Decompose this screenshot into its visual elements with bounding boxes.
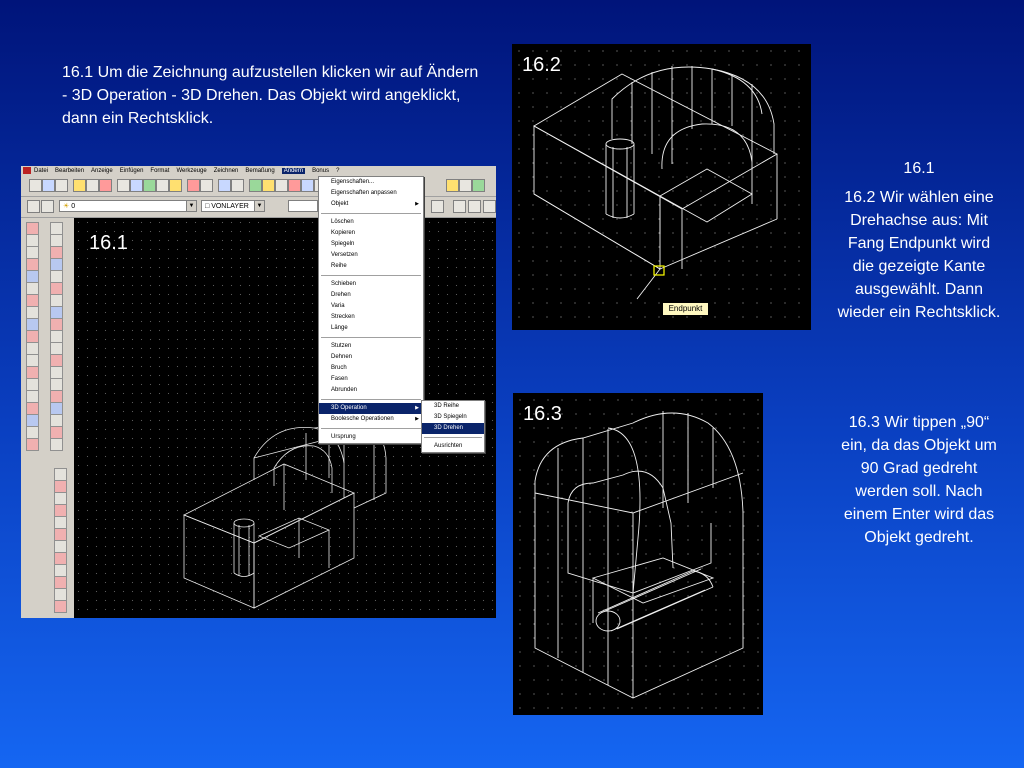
submenu-arrow-icon: ▶ — [415, 201, 419, 207]
menu-item-label: Stutzen — [331, 343, 352, 349]
toolbar-tool-icon[interactable] — [468, 200, 481, 213]
menu-item-label: Dehnen — [331, 354, 353, 360]
intro-text: 16.1 Um die Zeichnung aufzustellen klicken wir auf Ändern - 3D Operation - 3D Drehen. Das Objekt wird angeklickt, dann ein Rechtsklick. — [62, 64, 479, 127]
menu-item-label: Kopieren — [331, 230, 356, 236]
menu-item-dehnen[interactable] — [319, 352, 423, 363]
toolbar-tool-icon[interactable] — [143, 179, 156, 192]
chevron-down-icon: ▼ — [254, 201, 264, 211]
toolbar-tool-icon[interactable] — [249, 179, 262, 192]
toolbar-tool-icon[interactable] — [29, 179, 42, 192]
menu-item-eigenschaften-[interactable] — [319, 177, 423, 188]
toolbar-tool-icon[interactable] — [169, 179, 182, 192]
menu-item-ausrichten[interactable] — [422, 441, 484, 452]
submenu-arrow-icon: ▶ — [415, 405, 419, 411]
toolbar-tool-icon[interactable] — [41, 200, 54, 213]
menu-format[interactable]: Format — [150, 168, 170, 174]
menu-separator — [321, 213, 421, 214]
menu-item-3d-drehen[interactable] — [422, 423, 484, 434]
endpoint-tooltip: Endpunkt — [662, 302, 709, 316]
draw-modify-toolbars — [21, 218, 73, 618]
menu-item-fasen[interactable] — [319, 374, 423, 385]
submenu-arrow-icon: ▶ — [415, 416, 419, 422]
toolbar-tool-icon[interactable] — [130, 179, 143, 192]
menu-item-spiegeln[interactable] — [319, 239, 423, 250]
menu-item-kopieren[interactable] — [319, 228, 423, 239]
menu--ndern[interactable]: Ändern — [283, 168, 304, 174]
menu-item-eigenschaften-anpassen[interactable] — [319, 188, 423, 199]
toolbar-tool-icon[interactable] — [42, 179, 55, 192]
menu-item-reihe[interactable] — [319, 261, 423, 272]
menu-item-label: Versetzen — [331, 252, 358, 258]
menu-item-objekt[interactable] — [319, 199, 423, 210]
menu-item-label: Boolesche Operationen — [331, 416, 394, 422]
screenshot-16-2 — [512, 44, 811, 330]
menu-item-label: Eigenschaften anpassen — [331, 190, 397, 196]
toolbar-tool-icon[interactable] — [156, 179, 169, 192]
figure-label: 16.1 — [89, 232, 128, 254]
toolbar-tool-icon[interactable] — [117, 179, 130, 192]
toolbar-tool-icon[interactable] — [472, 179, 485, 192]
menu-item-boolesche-operationen[interactable] — [319, 414, 423, 425]
menu-item-label: Ausrichten — [434, 443, 463, 449]
toolbar-tool-icon[interactable] — [73, 179, 86, 192]
wireframe-rotated-object — [513, 393, 763, 715]
toolbar-tool-icon[interactable] — [275, 179, 288, 192]
menu-item-label: Ursprung — [331, 434, 356, 440]
menu-separator — [321, 275, 421, 276]
autocad-window — [21, 166, 496, 618]
menu-separator — [321, 337, 421, 338]
toolbar-tool-icon[interactable] — [288, 179, 301, 192]
menu-separator — [424, 437, 482, 438]
menu-bonus[interactable]: Bonus — [312, 168, 330, 174]
menu-item-label: Drehen — [331, 292, 351, 298]
figure-label: 16.2 — [522, 54, 561, 76]
autocad-app-icon — [23, 167, 31, 174]
toolbar-tool-icon[interactable] — [301, 179, 314, 192]
toolbar-tool-icon[interactable] — [453, 200, 466, 213]
menu-item-label: Varia — [331, 303, 345, 309]
menu-separator — [321, 428, 421, 429]
step-16-3-text: 16.3 Wir tippen „90“ ein, da das Objekt um 90 Grad gedreht werden soll. Nach einem Enter wird das Objekt gedreht. — [841, 414, 997, 546]
menu-werkzeuge[interactable]: Werkzeuge — [176, 168, 207, 174]
layer-bulb-icon: ☀ — [63, 203, 70, 210]
3d-operation-submenu — [421, 400, 485, 453]
menu-item-drehen[interactable] — [319, 290, 423, 301]
menu-item-löschen[interactable] — [319, 217, 423, 228]
menu-item-label: 3D Reihe — [434, 403, 460, 409]
layer-dropdown[interactable] — [59, 200, 197, 212]
menu-separator — [321, 399, 421, 400]
layer-name: 0 — [71, 203, 76, 210]
menu-item-länge[interactable] — [319, 323, 423, 334]
menu-zeichnen[interactable]: Zeichnen — [213, 168, 239, 174]
menu-item-label: Objekt — [331, 201, 349, 207]
step-heading: 16.1 — [903, 160, 935, 177]
toolbar-tool-icon[interactable] — [218, 179, 231, 192]
menu-item-label: Abrunden — [331, 387, 358, 393]
toolbar-tool-icon[interactable] — [55, 179, 68, 192]
menu-einf-gen[interactable]: Einfügen — [119, 168, 144, 174]
menu-item-3d-reihe[interactable] — [422, 401, 484, 412]
menu-item-label: 3D Spiegeln — [434, 414, 467, 420]
modify-menu — [318, 176, 424, 444]
layer-toolbar — [21, 197, 496, 218]
menu-item-varia[interactable] — [319, 301, 423, 312]
menu--[interactable]: ? — [336, 168, 340, 174]
toolbar-tool-icon[interactable] — [99, 179, 112, 192]
draw-tool-icon[interactable] — [26, 438, 39, 451]
menu-item-label: 3D Operation — [331, 405, 367, 411]
toolbar-tool-icon[interactable] — [27, 200, 40, 213]
linetype-dropdown[interactable] — [288, 200, 318, 212]
menu-item-label: Reihe — [331, 263, 347, 269]
solids-tool-icon[interactable] — [54, 600, 67, 613]
screenshot-16-3 — [513, 393, 763, 715]
toolbar-tool-icon[interactable] — [431, 200, 444, 213]
menu-item-label: Länge — [331, 325, 348, 331]
menu-item-label: Strecken — [331, 314, 355, 320]
menu-item-ursprung[interactable] — [319, 432, 423, 443]
menu-datei[interactable]: Datei — [34, 168, 49, 174]
toolbar-tool-icon[interactable] — [483, 200, 496, 213]
menu-item-3d-operation[interactable] — [319, 403, 423, 414]
color-swatch-icon: □ — [205, 203, 210, 210]
menu-bearbeiten[interactable]: Bearbeiten — [55, 168, 85, 174]
menu-item-versetzen[interactable] — [319, 250, 423, 261]
chevron-down-icon: ▼ — [186, 201, 196, 211]
toolbar-tool-icon[interactable] — [262, 179, 275, 192]
menu-bar — [21, 166, 496, 176]
draw-tool-icon[interactable] — [50, 438, 63, 451]
menu-item-label: Spiegeln — [331, 241, 355, 247]
step-16-2-text: 16.2 Wir wählen eine Drehachse aus: Mit Fang Endpunkt wird die gezeigte Kante ausgewählt. Dann wieder ein Rechtsklick. — [837, 189, 1001, 321]
toolbar-tool-icon[interactable] — [187, 179, 200, 192]
menu-item-label: Eigenschaften... — [331, 179, 375, 185]
menu-item-label: Löschen — [331, 219, 354, 225]
toolbar-tool-icon[interactable] — [86, 179, 99, 192]
menu-item-stutzen[interactable] — [319, 341, 423, 352]
wireframe-rotation-axis — [512, 44, 811, 330]
menu-item-abrunden[interactable] — [319, 385, 423, 396]
menu-item-bruch[interactable] — [319, 363, 423, 374]
toolbar-tool-icon[interactable] — [231, 179, 244, 192]
menu-item-label: Fasen — [331, 376, 348, 382]
toolbar-tool-icon[interactable] — [200, 179, 213, 192]
menu-item-label: 3D Drehen — [434, 425, 464, 431]
figure-label: 16.3 — [523, 403, 562, 425]
menu-bema-ung[interactable]: Bemaßung — [245, 168, 275, 174]
menu-item-3d-spiegeln[interactable] — [422, 412, 484, 423]
menu-item-label: Schieben — [331, 281, 357, 287]
linetype-value: VONLAYER — [211, 203, 249, 210]
toolbar-tool-icon[interactable] — [459, 179, 472, 192]
color-dropdown[interactable] — [201, 200, 265, 212]
menu-item-strecken[interactable] — [319, 312, 423, 323]
toolbar-tool-icon[interactable] — [446, 179, 459, 192]
menu-item-schieben[interactable] — [319, 279, 423, 290]
standard-toolbar — [21, 176, 496, 197]
menu-anzeige[interactable]: Anzeige — [91, 168, 113, 174]
menu-item-label: Bruch — [331, 365, 347, 371]
